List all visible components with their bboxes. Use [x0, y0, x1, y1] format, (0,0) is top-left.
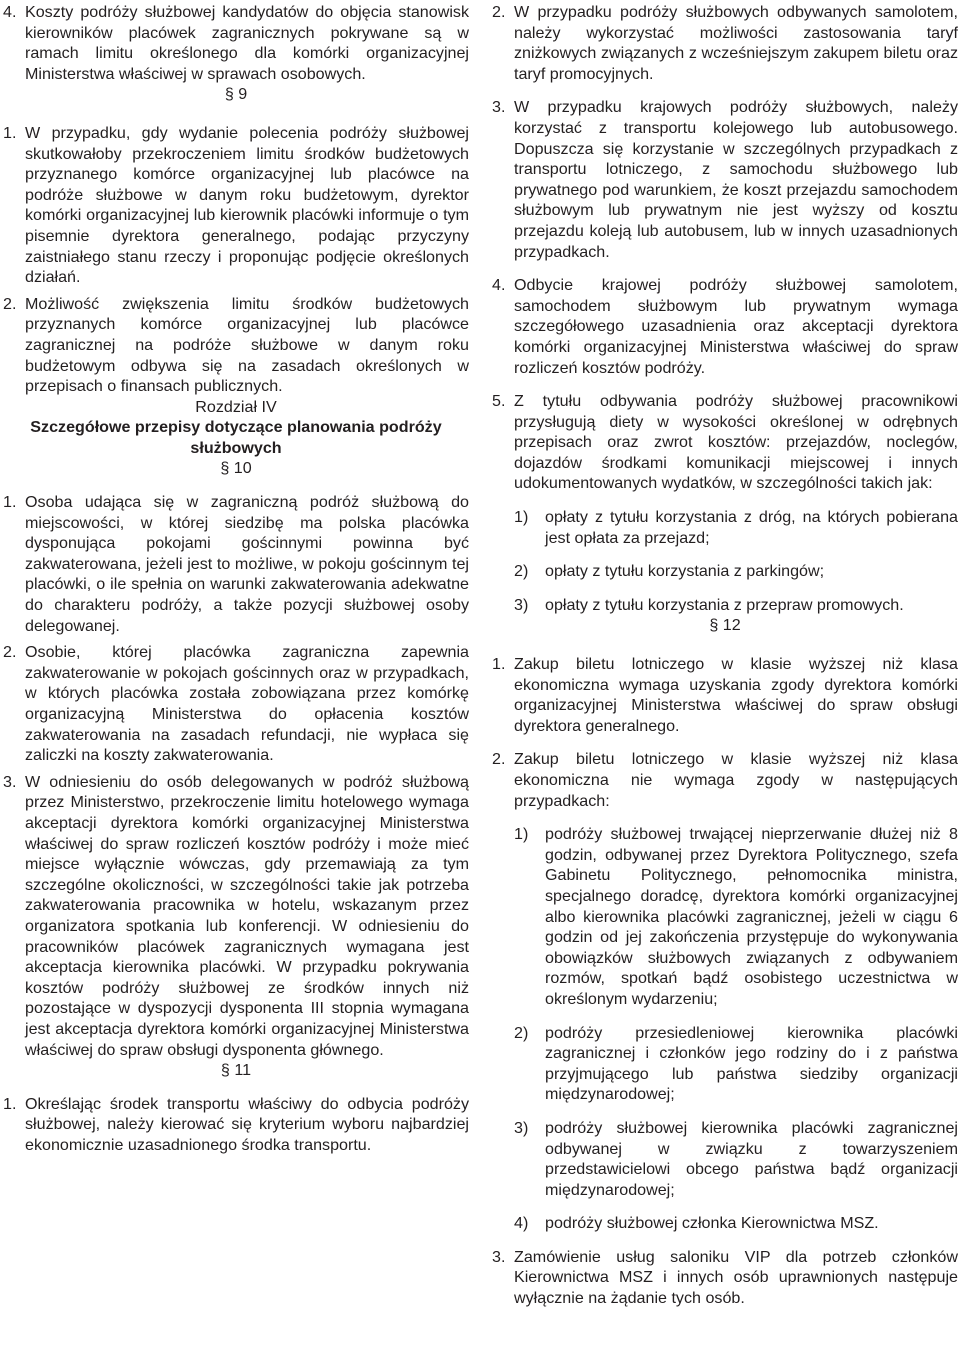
section-12-point-2-subitem — [514, 1118, 958, 1200]
item-number: 2. — [492, 3, 506, 21]
item-text: W przypadku podróży służbowych odbywanych samolotem, należy wykorzystać możliwości zastosowania taryf zniżkowych związanych z wcześniejszym zakupem biletu oraz taryf promocyjnych. — [514, 3, 958, 83]
item-number: 2. — [492, 750, 506, 769]
section-heading-9: § 9 — [224, 85, 248, 104]
right-column — [492, 0, 958, 1369]
section-9-point-1 — [3, 123, 469, 288]
subitem-text: podróży służbowej członka Kierownictwa MSZ. — [545, 1214, 879, 1233]
item-number: 4. — [3, 3, 17, 21]
item-number: 4. — [492, 276, 506, 295]
item-text: W przypadku krajowych podróży służbowych, należy korzystać z transportu kolejowego lub autobusowego. Dopuszcza się korzystanie w szczególnych przypadkach z transportu lotniczego, z samochodu służbowego lub prywatnego pod warunkiem, że koszt przejazdu samochodem służbowym lub prywatnym nie jest wyższy od kosztu przejazdu koleją lub autobusem, lub w innych uzasadnionych przypadkach. — [514, 98, 958, 261]
subitem-text: podróży przesiedleniowej kierownika placówki zagranicznej i członków jego rodziny do i z państwa przyjmującego lub państwa siedziby organizacji międzynarodowej; — [545, 1023, 958, 1104]
section-12-point-2 — [492, 749, 958, 811]
section-11-point-3 — [492, 97, 958, 262]
item-text: Osobie, której placówka zagraniczna zapewnia zakwaterowanie w pokojach gościnnych oraz w przypadkach, w których placówka została zobowiązana przez komórkę organizacyjną Ministerstwa do opłacenia kosztów zakwaterowania na zasadach refundacji, nie wypłaca się zaliczki na koszty zakwaterowania. — [25, 643, 469, 765]
item-text: Zakup biletu lotniczego w klasie wyższej niż klasa ekonomiczna nie wymaga zgody w następujących przypadkach: — [514, 750, 958, 810]
item-text: Koszty podróży służbowej kandydatów do objęcia stanowisk kierowników placówek zagranicznych pokrywane są w ramach limitu określonego dla komórki organizacyjnej Ministerstwa właściwej w sprawach osobowych. — [25, 3, 469, 83]
subitem-number: 3) — [514, 1118, 529, 1137]
subitem-number: 2) — [514, 562, 529, 581]
section-11-point-5 — [492, 391, 958, 494]
item-number: 1. — [3, 123, 17, 142]
subitem-text: opłaty z tytułu korzystania z dróg, na których pobierana jest opłata za przejazd; — [545, 508, 958, 547]
section-9-point-2 — [3, 294, 469, 397]
subitem-number: 2) — [514, 1023, 529, 1042]
subitem-text: podróży służbowej trwającej nieprzerwanie dłużej niż 8 godzin, odbywanej przez Dyrektora Politycznego, szefa Gabinetu Politycznego, pełnomocnika ministra, specjalnego doradcę, dyrektora komórki organizacyjnej albo kierownika placówki zagranicznej, jeżeli w ciągu 6 godzin od jej zakończenia przystępuje do wykonywania obowiązków służbowych związanych z odbywaniem rozmów, spotkań bądź osobistego uczestnictwa w określonym wydarzeniu; — [545, 825, 958, 1008]
item-text: W odniesieniu do osób delegowanych w podróż służbową przez Ministerstwo, przekroczenie limitu hotelowego wymaga akceptacji dyrektora komórki organizacyjnej Ministerstwa właściwej do spraw rozliczeń kosztów podróży i może mieć miejsce wyłącznie wówczas, gdy przemawiają za tym szczególne okoliczności, w szczególności takie jak potrzeba zakwaterowania pracownika w hotelu, wskazanym przez organizatora spotkania lub konferencji. W odniesieniu do pracowników placówek zagranicznych wymagana jest akceptacja kierownika placówki. W przypadku pokrywania kosztów podróży służbowej ze środków innych niż pozostające w dyspozycji dysponenta III stopnia wymagana jest akceptacja dyrektora komórki organizacyjnej Ministerstwa właściwej do spraw obsługi dysponenta głównego. — [25, 772, 469, 1059]
subitem-number: 4) — [514, 1214, 529, 1233]
section-11-point-5-subitem — [514, 507, 958, 548]
item-text: Z tytułu odbywania podróży służbowej pracownikowi przysługują diety w wysokości określonej w odrębnych przepisach oraz zwrot kosztów: przejazdów, noclegów, dojazdów środkami komunikacji miejscowej i innych udokumentowanych wydatków, w szczególności takich jak: — [514, 392, 958, 493]
section-11-point-2 — [492, 2, 958, 84]
chapter-number: Rozdział IV — [195, 397, 277, 416]
section-12-point-2-subitem — [514, 824, 958, 1009]
item-number: 3. — [492, 98, 506, 117]
section-10-point-2 — [3, 642, 469, 766]
section-10-point-3 — [3, 772, 469, 1060]
item-text: W przypadku, gdy wydanie polecenia podróży służbowej skutkowałoby przekroczeniem limitu środków budżetowych przyznanego komórce organizacyjnej lub placówce na podróże służbowe w danym roku budżetowym, dyrektor komórki organizacyjnej lub kierownik placówki informuje o tym pisemnie dyrektora generalnego, podając przyczyny zaistniałego stanu rzeczy i proponując podjęcie określonych działań. — [25, 123, 469, 287]
subitem-text: podróży służbowej kierownika placówki zagranicznej odbywanej w związku z towarzyszeniem przedstawicielowi obcego państwa bądź organizacji międzynarodowej; — [545, 1118, 958, 1199]
item-number: 3. — [492, 1247, 506, 1266]
subitem-text: opłaty z tytułu korzystania z przepraw promowych. — [545, 595, 904, 614]
item-text: Osoba udająca się w zagraniczną podróż służbową do miejscowości, w której siedzibę ma polska placówka dysponująca pokojami gościnnymi powinna być zakwaterowana, jeżeli jest to możliwe, w pokoju gościnnym tej placówki, o ile spełnia on warunki zakwaterowania adekwatne do charakteru podróży, a także pozycji służbowej osoby delegowanej. — [25, 493, 469, 635]
section-11-point-1 — [3, 1094, 469, 1156]
chapter-title: Szczegółowe przepisy dotyczące planowania podróży służbowych — [30, 418, 442, 457]
item-number: 1. — [3, 1094, 17, 1113]
paragraph-4 — [3, 2, 469, 84]
item-number: 5. — [492, 392, 506, 411]
subitem-number: 1) — [514, 508, 529, 527]
item-text: Zakup biletu lotniczego w klasie wyższej niż klasa ekonomiczna wymaga uzyskania zgody dyrektora komórki organizacyjnej Ministerstwa właściwej do spraw obsługi dyrektora generalnego. — [514, 655, 958, 735]
subitem-text: opłaty z tytułu korzystania z parkingów; — [545, 562, 825, 581]
section-11-point-4 — [492, 275, 958, 378]
item-number: 1. — [3, 493, 17, 512]
item-number: 1. — [492, 655, 506, 674]
item-number: 2. — [3, 643, 17, 662]
section-12-point-2-subitem — [514, 1213, 958, 1234]
section-10-point-1 — [3, 492, 469, 636]
section-heading-11: § 11 — [220, 1061, 252, 1080]
section-heading-10: § 10 — [220, 459, 252, 478]
item-number: 2. — [3, 294, 17, 313]
section-11-point-5-subitem — [514, 595, 958, 616]
item-text: Możliwość zwiększenia limitu środków budżetowych przyznanych komórce organizacyjnej lub placówce zagranicznej na podróże służbowe w danym roku budżetowym odbywa się na zasadach określonych w przepisach o finansach publicznych. — [25, 294, 469, 396]
subitem-number: 1) — [514, 825, 529, 844]
left-column — [3, 0, 469, 1369]
subitem-number: 3) — [514, 595, 529, 614]
section-12-point-2-subitem — [514, 1023, 958, 1105]
item-text: Zamówienie usług saloniku VIP dla potrzeb członków Kierownictwa MSZ i innych osób uprawnionych następuje wyłącznie na żądanie tych osób. — [514, 1247, 958, 1308]
section-heading-12: § 12 — [709, 616, 741, 635]
item-text: Określając środek transportu właściwy do odbycia podróży służbowej, należy kierować się kryterium wyboru najbardziej ekonomicznie uzasadnionego środka transportu. — [25, 1094, 469, 1154]
section-11-point-5-subitem — [514, 561, 958, 582]
section-12-point-3 — [492, 1247, 958, 1309]
item-number: 3. — [3, 772, 17, 791]
section-12-point-1 — [492, 654, 958, 736]
item-text: Odbycie krajowej podróży służbowej samolotem, samochodem służbowym lub prywatnym wymaga szczegółowego uzasadnienia oraz akceptacji dyrektora komórki organizacyjnej Ministerstwa właściwej do spraw rozliczeń kosztów podróży. — [514, 276, 958, 377]
